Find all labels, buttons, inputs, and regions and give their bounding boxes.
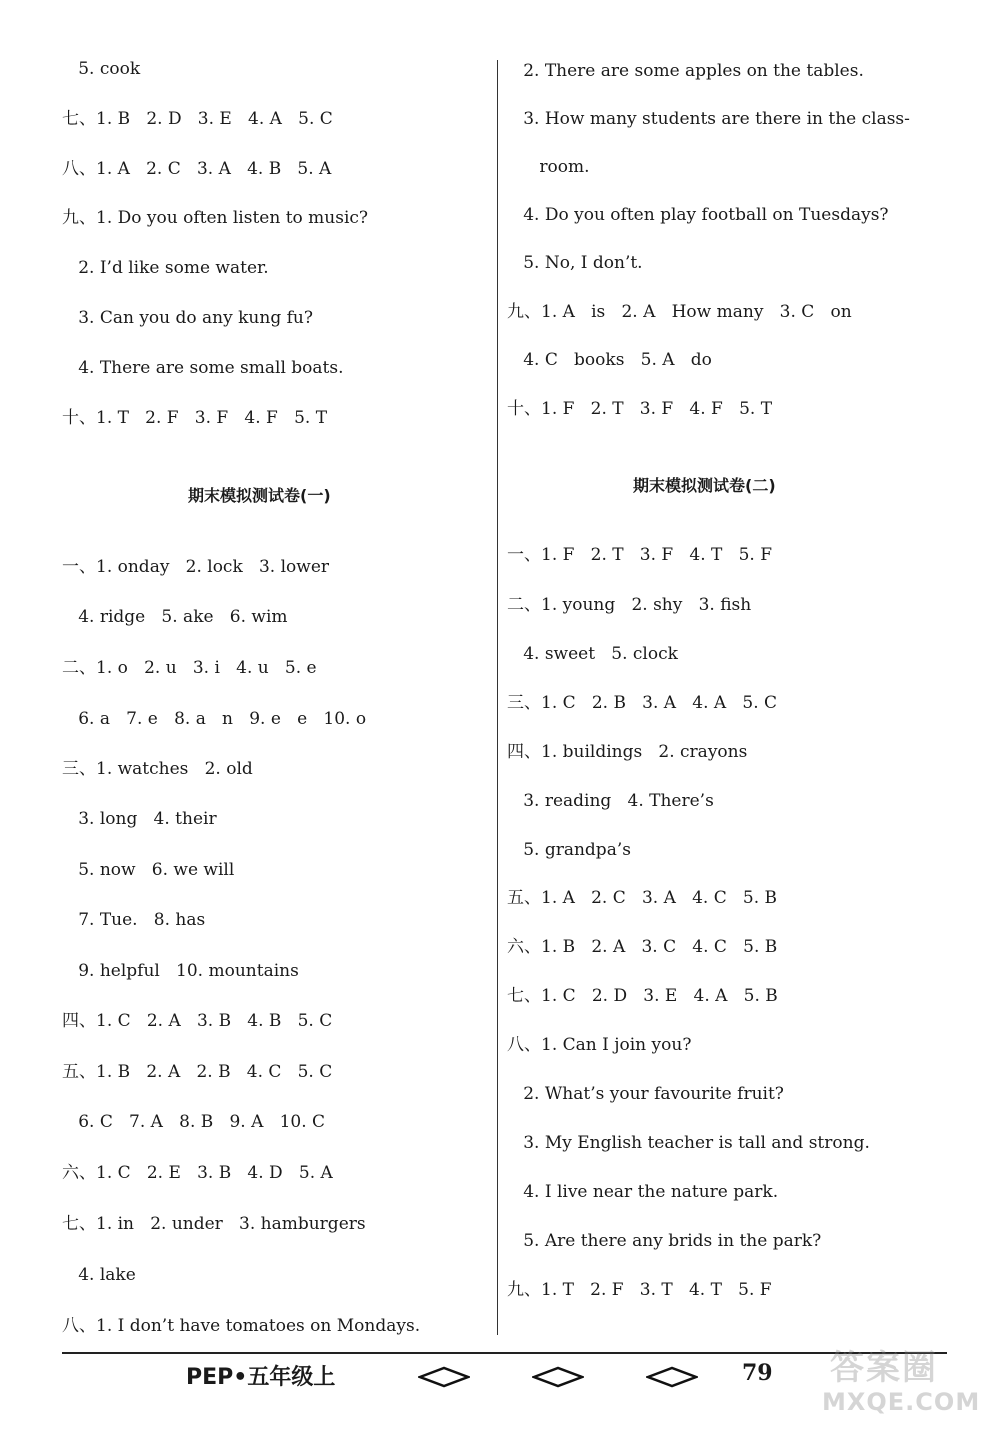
answer-line: 3. reading 4. There’s [507, 791, 714, 811]
answer-line: 9. helpful 10. mountains [62, 961, 299, 981]
answer-line: 十、1. T 2. F 3. F 4. F 5. T [62, 408, 328, 428]
answer-line: 五、1. A 2. C 3. A 4. C 5. B [507, 888, 778, 908]
section-heading: 期末模拟测试卷(一) [188, 486, 331, 505]
answer-line: 3. My English teacher is tall and strong. [507, 1133, 870, 1153]
answer-line: 3. long 4. their [62, 809, 217, 829]
answer-line: 三、1. watches 2. old [62, 759, 253, 779]
watermark-logo [818, 1340, 988, 1424]
answer-line: 七、1. B 2. D 3. E 4. A 5. C [62, 109, 333, 129]
answer-line: 4. There are some small boats. [62, 358, 344, 378]
watermark-title: 答案圈 [830, 1348, 938, 1388]
answer-line: 九、1. A is 2. A How many 3. C on [507, 302, 852, 322]
answer-line: 5. now 6. we will [62, 860, 235, 880]
answer-line: 4. I live near the nature park. [507, 1182, 779, 1202]
diamond-outline-icon [646, 1366, 698, 1388]
footer-rule [62, 1352, 947, 1354]
watermark-url: MXQE.COM [822, 1388, 981, 1416]
answer-line: 7. Tue. 8. has [62, 910, 206, 930]
page-number: 79 [742, 1360, 773, 1386]
diamond-outline-icon [532, 1366, 584, 1388]
answer-line: 5. Are there any brids in the park? [507, 1231, 822, 1251]
answer-line: 4. Do you often play football on Tuesdays? [507, 205, 889, 225]
answer-line: 八、1. I don’t have tomatoes on Mondays. [62, 1316, 421, 1336]
answer-line: 3. Can you do any kung fu? [62, 308, 313, 328]
answer-line: 五、1. B 2. A 2. B 4. C 5. C [62, 1062, 333, 1082]
answer-line: 四、1. buildings 2. crayons [507, 742, 748, 762]
answer-line: 2. What’s your favourite fruit? [507, 1084, 784, 1104]
answer-line: 2. There are some apples on the tables. [507, 61, 864, 81]
answer-line: 一、1. F 2. T 3. F 4. T 5. F [507, 545, 773, 565]
answer-line: 4. sweet 5. clock [507, 644, 678, 664]
footer-label: PEP•五年级上 [186, 1365, 336, 1390]
answer-line: 七、1. in 2. under 3. hamburgers [62, 1214, 366, 1234]
answer-line: 三、1. C 2. B 3. A 4. A 5. C [507, 693, 778, 713]
answer-line: 5. grandpa’s [507, 840, 631, 860]
answer-line: 六、1. C 2. E 3. B 4. D 5. A [62, 1163, 333, 1183]
answer-line: 6. a 7. e 8. a n 9. e e 10. o [62, 709, 367, 729]
answer-line: 2. I’d like some water. [62, 258, 269, 278]
answer-line: 十、1. F 2. T 3. F 4. F 5. T [507, 399, 773, 419]
answer-line: 二、1. o 2. u 3. i 4. u 5. e [62, 658, 317, 678]
answer-line: 七、1. C 2. D 3. E 4. A 5. B [507, 986, 778, 1006]
answer-line: 九、1. T 2. F 3. T 4. T 5. F [507, 1280, 772, 1300]
answer-line: 6. C 7. A 8. B 9. A 10. C [62, 1112, 326, 1132]
column-divider [497, 60, 498, 1335]
answer-line: 八、1. Can I join you? [507, 1035, 692, 1055]
answer-line: 四、1. C 2. A 3. B 4. B 5. C [62, 1011, 333, 1031]
section-heading: 期末模拟测试卷(二) [633, 476, 776, 495]
answer-line: 九、1. Do you often listen to music? [62, 208, 369, 228]
answer-line: 八、1. A 2. C 3. A 4. B 5. A [62, 159, 332, 179]
answer-line: room. [507, 157, 590, 177]
answer-line: 5. No, I don’t. [507, 253, 643, 273]
answer-line: 六、1. B 2. A 3. C 4. C 5. B [507, 937, 778, 957]
answer-line: 5. cook [62, 59, 141, 79]
answer-line: 4. ridge 5. ake 6. wim [62, 607, 288, 627]
answer-line: 二、1. young 2. shy 3. fish [507, 595, 752, 615]
answer-line: 一、1. onday 2. lock 3. lower [62, 557, 330, 577]
answer-line: 4. C books 5. A do [507, 350, 712, 370]
answer-line: 4. lake [62, 1265, 136, 1285]
diamond-outline-icon [418, 1366, 470, 1388]
answer-line: 3. How many students are there in the class- [507, 109, 910, 129]
